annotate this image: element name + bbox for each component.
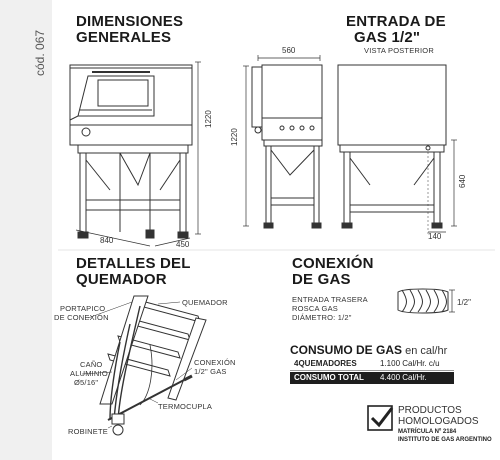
side-depth-label: 560 [282, 46, 296, 55]
gas-line-3: DIÁMETRO: 1/2" [292, 313, 352, 322]
table-row [290, 358, 454, 371]
conexion-title-2: DE GAS [292, 271, 351, 288]
flex-hose-drawing [398, 289, 455, 313]
consumo-title [290, 341, 447, 359]
entrada-subtitle: VISTA POSTERIOR [364, 46, 434, 55]
side-height-label: 1220 [230, 128, 239, 146]
check-icon [368, 406, 392, 430]
portapico-label-2: DE CONEXIÓN [54, 313, 109, 322]
robinete-label: ROBINETE [68, 427, 108, 436]
portapico-label-1: PORTAPICO [60, 304, 106, 313]
gas-line-1: ENTRADA TRASERA [292, 295, 368, 304]
front-width-label: 840 [100, 236, 114, 245]
row-value: 1.100 Cal/Hr. c/u [380, 359, 440, 368]
dimensiones-title-1: DIMENSIONES [76, 13, 184, 30]
side-view-drawing [243, 55, 322, 228]
consumo-title-bold: CONSUMO DE GAS [290, 343, 403, 357]
entrada-title-2: GAS 1/2" [354, 29, 421, 46]
row-value: 4.400 Cal/Hr. [380, 373, 427, 382]
consumo-table [290, 358, 454, 386]
cert-line-3: MATRÍCULA Nº 2184 [398, 429, 457, 435]
gas-line-2: ROSCA GAS [292, 304, 338, 313]
cano-label-2: ALUMINIO [70, 369, 108, 378]
front-view-drawing [70, 62, 201, 246]
back-offset-label: 140 [428, 232, 442, 241]
hose-size-label: 1/2" [457, 298, 471, 307]
cert-line-2: HOMOLOGADOS [398, 416, 479, 427]
cano-label-3: Ø5/16" [74, 378, 99, 387]
cert-line-4: INSTITUTO DE GAS ARGENTINO [398, 437, 492, 443]
termocupla-label: TERMOCUPLA [158, 402, 213, 411]
table-row [290, 372, 454, 384]
entrada-title-1: ENTRADA DE [346, 13, 446, 30]
consumo-title-light: en cal/hr [402, 345, 448, 357]
cano-label-1: CAÑO [80, 360, 103, 369]
product-code: cód. 067 [33, 29, 47, 76]
conexion-gas-label-2: 1/2" GAS [194, 367, 227, 376]
detalles-title-1: DETALLES DEL [76, 255, 191, 272]
row-label: 4QUEMADORES [294, 359, 357, 368]
back-view-drawing [338, 65, 457, 234]
detalles-title-2: QUEMADOR [76, 271, 167, 288]
conexion-gas-label-1: CONEXIÓN [194, 358, 236, 367]
cert-line-1: PRODUCTOS [398, 405, 462, 416]
dimensiones-title-2: GENERALES [76, 29, 172, 46]
conexion-title-1: CONEXIÓN [292, 255, 374, 272]
front-depth-label: 450 [176, 240, 190, 249]
row-label: CONSUMO TOTAL [294, 373, 364, 382]
back-height-label: 640 [458, 174, 467, 188]
front-height-label: 1220 [204, 110, 213, 128]
quemador-label: QUEMADOR [182, 298, 228, 307]
